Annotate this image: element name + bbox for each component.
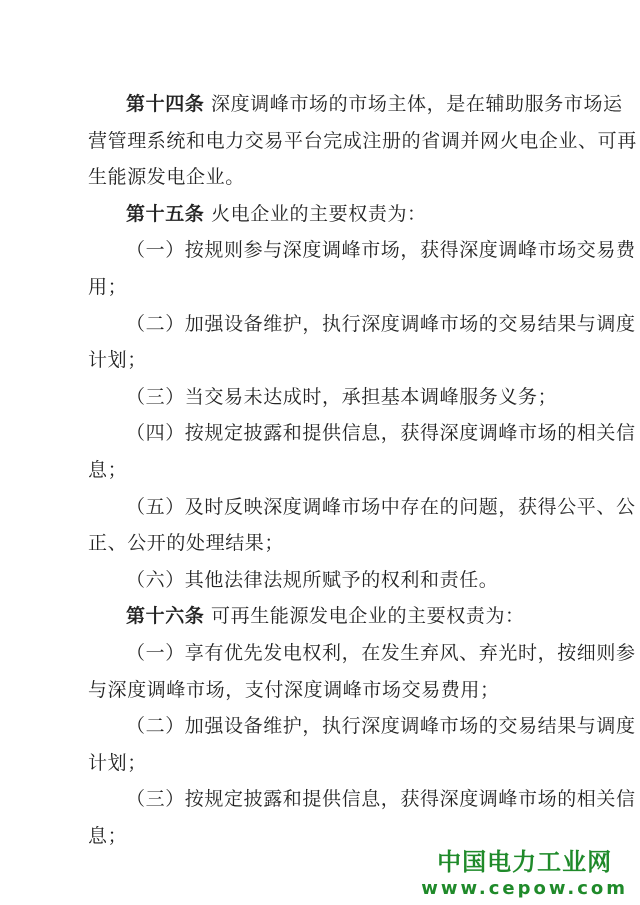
- line-text: （三）按规定披露和提供信息，获得深度调峰市场的相关信: [126, 788, 636, 811]
- line-text: 营管理系统和电力交易平台完成注册的省调并网火电企业、可再: [88, 129, 637, 152]
- line-text: 用；: [88, 275, 128, 298]
- article-16-item-3: [88, 781, 636, 818]
- watermark-url: www.cepow.com: [421, 878, 628, 899]
- line-text: （二）加强设备维护，执行深度调峰市场的交易结果与调度: [126, 715, 636, 738]
- article-16-item-2: [88, 708, 636, 745]
- line-text: （五）及时反映深度调峰市场中存在的问题，获得公平、公: [126, 495, 636, 518]
- article-14-line-3: [88, 159, 564, 196]
- article-15-item-4: [88, 415, 636, 452]
- article-16-item-2-cont: [88, 745, 564, 782]
- article-15-line-1: [88, 196, 564, 233]
- line-text: 计划；: [88, 349, 147, 372]
- watermark-title: 中国电力工业网: [437, 848, 613, 876]
- line-text: （六）其他法律法规所赋予的权利和责任。: [126, 568, 499, 591]
- article-14-heading: 第十四条: [126, 93, 205, 115]
- article-15-item-6: [88, 562, 564, 599]
- line-text: （一）按规则参与深度调峰市场，获得深度调峰市场交易费: [126, 239, 636, 262]
- article-15-item-5: [88, 489, 636, 526]
- article-16-item-1: [88, 635, 636, 672]
- line-text: （一）享有优先发电权利，在发生弃风、弃光时，按细则参: [126, 641, 636, 664]
- article-15-heading: 第十五条: [126, 202, 205, 225]
- site-watermark: [421, 847, 628, 901]
- article-15-item-3: [88, 379, 564, 416]
- line-text: （四）按规定披露和提供信息，获得深度调峰市场的相关信: [126, 422, 636, 445]
- document-body: [88, 86, 637, 854]
- article-16-line-1: [88, 598, 564, 635]
- article-15-item-5-cont: [88, 525, 564, 562]
- line-text: 正、公开的处理结果；: [88, 532, 285, 555]
- line-text: 计划；: [88, 751, 147, 774]
- article-15-item-2: [88, 306, 636, 343]
- line-text: （二）加强设备维护，执行深度调峰市场的交易结果与调度: [126, 312, 636, 335]
- article-15-item-1-cont: [88, 269, 564, 306]
- line-text: 可再生能源发电企业的主要权责为：: [204, 605, 525, 628]
- article-14-line-1: [88, 86, 623, 123]
- article-16-heading: 第十六条: [126, 605, 205, 628]
- article-15-item-1: [88, 232, 636, 269]
- line-text: 生能源发电企业。: [88, 166, 245, 189]
- line-text: 息；: [88, 824, 128, 847]
- article-15-item-4-cont: [88, 452, 564, 489]
- article-16-item-1-cont: [88, 672, 564, 709]
- article-14-line-2: [88, 123, 637, 160]
- line-text: 火电企业的主要权责为：: [204, 202, 427, 225]
- line-text: 息；: [88, 458, 128, 481]
- line-text: 与深度调峰市场，支付深度调峰市场交易费用；: [88, 678, 500, 701]
- line-text: （三）当交易未达成时，承担基本调峰服务义务；: [126, 385, 558, 408]
- line-text: 深度调峰市场的市场主体，是在辅助服务市场运: [204, 93, 623, 115]
- article-15-item-2-cont: [88, 342, 564, 379]
